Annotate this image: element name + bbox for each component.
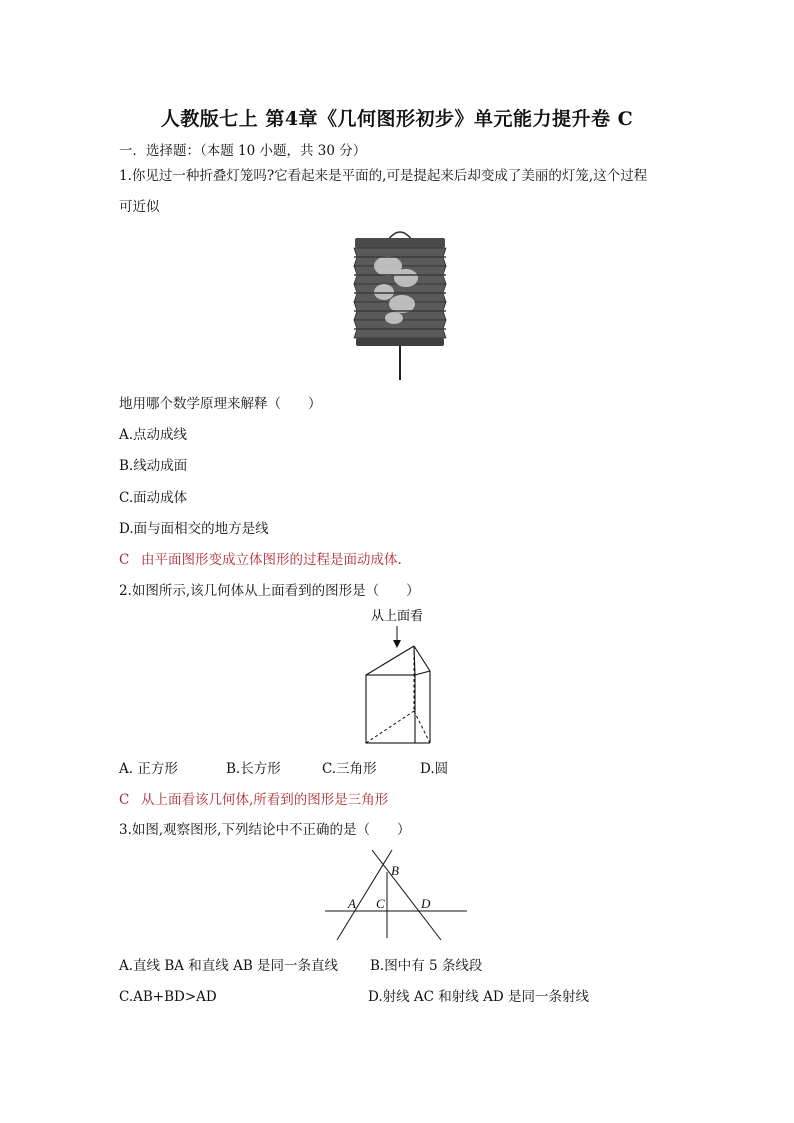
q1-option-c: C.面动成体 [119, 490, 188, 506]
q2-option-c: C.三角形 [322, 761, 377, 777]
prism-top-edge-back [414, 646, 430, 671]
prism-top-edge-right [415, 671, 430, 675]
prism-hidden-edge-right [414, 711, 430, 743]
q1-answer [119, 551, 402, 569]
point-label-d: D [421, 896, 431, 911]
q1-stem-line3: 地用哪个数学原理来解释（ ） [119, 396, 322, 412]
line-ab [337, 850, 392, 940]
q1-option-d: D.面与面相交的地方是线 [119, 521, 269, 537]
q1-option-b: B.线动成面 [119, 458, 188, 474]
view-arrow-head [393, 640, 401, 648]
prism-top-edge-left [366, 646, 414, 675]
line-bd [372, 850, 441, 940]
q2-answer [119, 791, 388, 809]
section-heading: 一．选择题：（本题 10 小题，共 30 分） [119, 143, 367, 159]
q3-option-a: A.直线 BA 和直线 AB 是同一条直线 [119, 958, 339, 974]
q1-answer-text: 由平面图形变成立体图形的过程是面动成体. [141, 552, 402, 568]
q2-answer-letter: C [119, 792, 130, 808]
q2-option-a: A. 正方形 [119, 761, 178, 777]
q2-answer-text: 从上面看该几何体,所看到的图形是三角形 [141, 792, 389, 808]
q1-stem-line2: 可近似 [119, 199, 160, 215]
point-label-c: C [376, 896, 385, 911]
page-title: 人教版七上 第4章《几何图形初步》单元能力提升卷 C [160, 108, 634, 130]
q3-option-c: C.AB+BD>AD [119, 989, 217, 1005]
q3-option-d: D.射线 AC 和射线 AD 是同一条射线 [368, 989, 589, 1005]
prism-figure [355, 606, 440, 748]
q3-stem: 3.如图,观察图形,下列结论中不正确的是（ ） [119, 822, 411, 838]
point-label-b: B [391, 863, 399, 878]
q2-stem: 2.如图所示,该几何体从上面看到的图形是（ ） [119, 583, 420, 599]
q2-option-b: B.长方形 [226, 761, 281, 777]
q1-answer-letter: C [119, 552, 130, 568]
view-direction-label: 从上面看 [370, 608, 424, 623]
q1-option-a: A.点动成线 [119, 427, 188, 443]
lines-figure [320, 848, 472, 944]
q1-stem-line1: 1.你见过一种折叠灯笼吗?它看起来是平面的,可是提起来后却变成了美丽的灯笼,这个过程 [119, 168, 648, 184]
folding-lantern-image [350, 226, 450, 382]
prism-front-face [366, 675, 415, 743]
q3-option-b: B.图中有 5 条线段 [370, 958, 483, 974]
prism-hidden-edge-left [366, 711, 414, 743]
q2-option-d: D.圆 [420, 761, 449, 777]
point-label-a: A [348, 896, 356, 911]
